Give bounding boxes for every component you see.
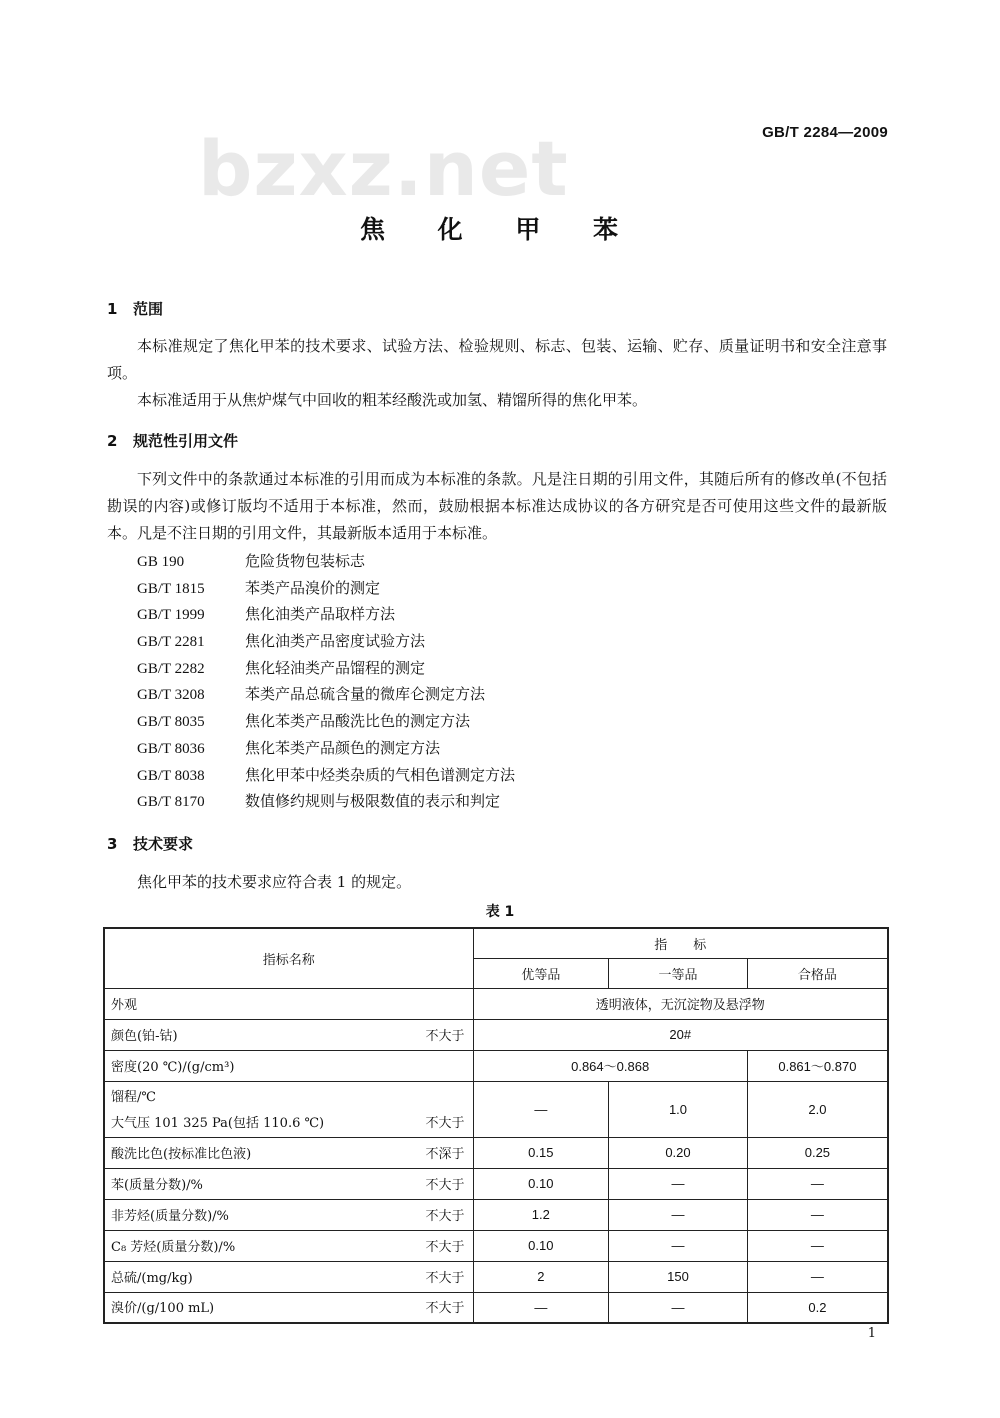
row-value: 0.861～0.870 (747, 1050, 888, 1081)
section-title: 规范性引用文件 (133, 432, 239, 450)
col-header-group: 指 标 (473, 928, 888, 958)
row-name: 苯(质量分数)/% (111, 1177, 203, 1193)
table-row (104, 1261, 888, 1292)
row-value: — (747, 1261, 888, 1292)
section-number: 2 (107, 432, 118, 450)
reference-item (137, 762, 515, 789)
row-condition: 不深于 (425, 1146, 465, 1162)
row-value: — (747, 1199, 888, 1230)
row-condition: 不大于 (425, 1115, 465, 1131)
table-row (104, 1199, 888, 1230)
row-name-detail: 大气压 101 325 Pa(包括 110.6 ℃) (111, 1115, 325, 1131)
row-name: 非芳烃(质量分数)/% (111, 1208, 229, 1224)
reference-title: 苯类产品溴价的测定 (245, 578, 381, 597)
row-value: — (473, 1081, 609, 1137)
reference-item (137, 735, 515, 762)
row-condition: 不大于 (425, 1177, 465, 1193)
row-value: 0.2 (747, 1292, 888, 1323)
technical-intro: 焦化甲苯的技术要求应符合表 1 的规定。 (137, 873, 412, 891)
table-header-row (104, 928, 888, 958)
reference-item (137, 575, 515, 602)
reference-item (137, 548, 515, 575)
normative-intro: 下列文件中的条款通过本标准的引用而成为本标准的条款。凡是注日期的引用文件，其随后所有的修改单(不包括勘误的内容)或修订版均不适用于本标准，然而，鼓励根据本标准达成协议的各方研究是否可使用这些文件的最新版本。凡是不注日期的引用文件，其最新版本适用于本标准。 (107, 470, 887, 542)
row-value: 0.10 (473, 1168, 609, 1199)
row-name: 溴价/(g/100 mL) (111, 1301, 215, 1316)
row-name: 外观 (104, 988, 473, 1019)
reference-item (137, 655, 515, 682)
table-row (104, 1292, 888, 1323)
row-value: — (747, 1168, 888, 1199)
reference-code: GB/T 8035 (137, 714, 205, 731)
row-value: 1.0 (609, 1081, 748, 1137)
scope-paragraph-1: 本标准规定了焦化甲苯的技术要求、试验方法、检验规则、标志、包装、运输、贮存、质量证明书和安全注意事项。 (107, 337, 887, 382)
row-condition: 不大于 (425, 1301, 465, 1316)
row-condition: 不大于 (425, 1208, 465, 1224)
row-value: 2.0 (747, 1081, 888, 1137)
reference-item (137, 681, 515, 708)
row-value: — (609, 1230, 748, 1261)
table-row (104, 1081, 888, 1137)
row-name: C₈ 芳烃(质量分数)/% (111, 1239, 236, 1255)
reference-title: 焦化苯类产品酸洗比色的测定方法 (245, 712, 471, 731)
row-name: 总硫/(mg/kg) (111, 1270, 193, 1286)
section-number: 1 (107, 300, 118, 318)
table-row (104, 1019, 888, 1050)
reference-code: GB/T 8038 (137, 767, 205, 784)
reference-code: GB 190 (137, 554, 185, 570)
reference-title: 焦化甲苯中烃类杂质的气相色谱测定方法 (245, 765, 516, 784)
row-name: 酸洗比色(按标准比色液) (111, 1146, 252, 1162)
row-value: 1.2 (473, 1199, 609, 1230)
reference-item (137, 788, 515, 815)
table-row (104, 1137, 888, 1168)
row-value: 0.20 (609, 1137, 748, 1168)
reference-title: 数值修约规则与极限数值的表示和判定 (245, 792, 501, 811)
row-value: — (473, 1292, 609, 1323)
row-condition: 不大于 (425, 1270, 465, 1286)
section-title: 技术要求 (133, 835, 194, 853)
reference-title: 苯类产品总硫含量的微库仑测定方法 (245, 685, 486, 704)
row-value: 0.25 (747, 1137, 888, 1168)
section-number: 3 (107, 835, 118, 853)
row-name-cell (104, 1081, 473, 1137)
table-row (104, 1050, 888, 1081)
row-name-cell (104, 1261, 473, 1292)
row-name: 馏程/℃ (111, 1089, 156, 1105)
row-name-cell (104, 1230, 473, 1261)
row-name-cell (104, 1199, 473, 1230)
row-condition: 不大于 (425, 1028, 465, 1044)
reference-title: 焦化轻油类产品馏程的测定 (245, 658, 426, 677)
grade-header: 合格品 (747, 958, 888, 988)
reference-code: GB/T 8036 (137, 740, 205, 757)
table-row (104, 1230, 888, 1261)
row-value: 2 (473, 1261, 609, 1292)
reference-code: GB/T 2282 (137, 660, 205, 677)
row-value-merged: 20# (473, 1019, 888, 1050)
scope-paragraph-2: 本标准适用于从焦炉煤气中回收的粗苯经酸洗或加氢、精馏所得的焦化甲苯。 (137, 391, 648, 409)
reference-code: GB/T 3208 (137, 687, 205, 704)
reference-title: 焦化油类产品取样方法 (245, 605, 396, 624)
table-row (104, 1168, 888, 1199)
reference-title: 焦化苯类产品颜色的测定方法 (245, 738, 441, 757)
row-condition: 不大于 (425, 1239, 465, 1255)
table-caption: 表 1 (485, 904, 515, 920)
row-value: — (609, 1168, 748, 1199)
grade-header: 优等品 (473, 958, 609, 988)
row-name-cell (104, 1292, 473, 1323)
table-row (104, 988, 888, 1019)
row-value: — (609, 1292, 748, 1323)
row-name-cell (104, 1019, 473, 1050)
row-value: 150 (609, 1261, 748, 1292)
standard-code: GB/T 2284—2009 (762, 124, 888, 141)
reference-item (137, 601, 515, 628)
reference-list (137, 548, 515, 815)
watermark: bzxz.net (198, 124, 569, 213)
reference-title: 焦化油类产品密度试验方法 (245, 632, 426, 651)
row-name-cell (104, 1168, 473, 1199)
reference-code: GB/T 1815 (137, 580, 205, 597)
row-value: — (747, 1230, 888, 1261)
row-value-merged: 透明液体，无沉淀物及悬浮物 (473, 988, 888, 1019)
grade-header: 一等品 (609, 958, 748, 988)
section-title: 范围 (133, 300, 164, 318)
page-number: 1 (867, 1326, 876, 1341)
row-value-span: 0.864～0.868 (473, 1050, 747, 1081)
row-value: 0.10 (473, 1230, 609, 1261)
section-heading-scope (107, 298, 163, 319)
reference-item (137, 708, 515, 735)
section-heading-normative (107, 430, 238, 451)
col-header-name: 指标名称 (104, 928, 473, 988)
spec-table (103, 927, 889, 1324)
reference-item (137, 628, 515, 655)
row-value: — (609, 1199, 748, 1230)
reference-title: 危险货物包装标志 (245, 552, 366, 570)
row-name: 密度(20 ℃)/(g/cm³) (104, 1050, 473, 1081)
row-name-cell (104, 1137, 473, 1168)
reference-code: GB/T 2281 (137, 634, 205, 651)
row-name: 颜色(铂-钴) (111, 1028, 178, 1044)
reference-code: GB/T 8170 (137, 794, 205, 811)
document-title: 焦 化 甲 苯 (359, 215, 641, 244)
row-value: 0.15 (473, 1137, 609, 1168)
reference-code: GB/T 1999 (137, 607, 205, 624)
section-heading-technical (107, 833, 193, 854)
